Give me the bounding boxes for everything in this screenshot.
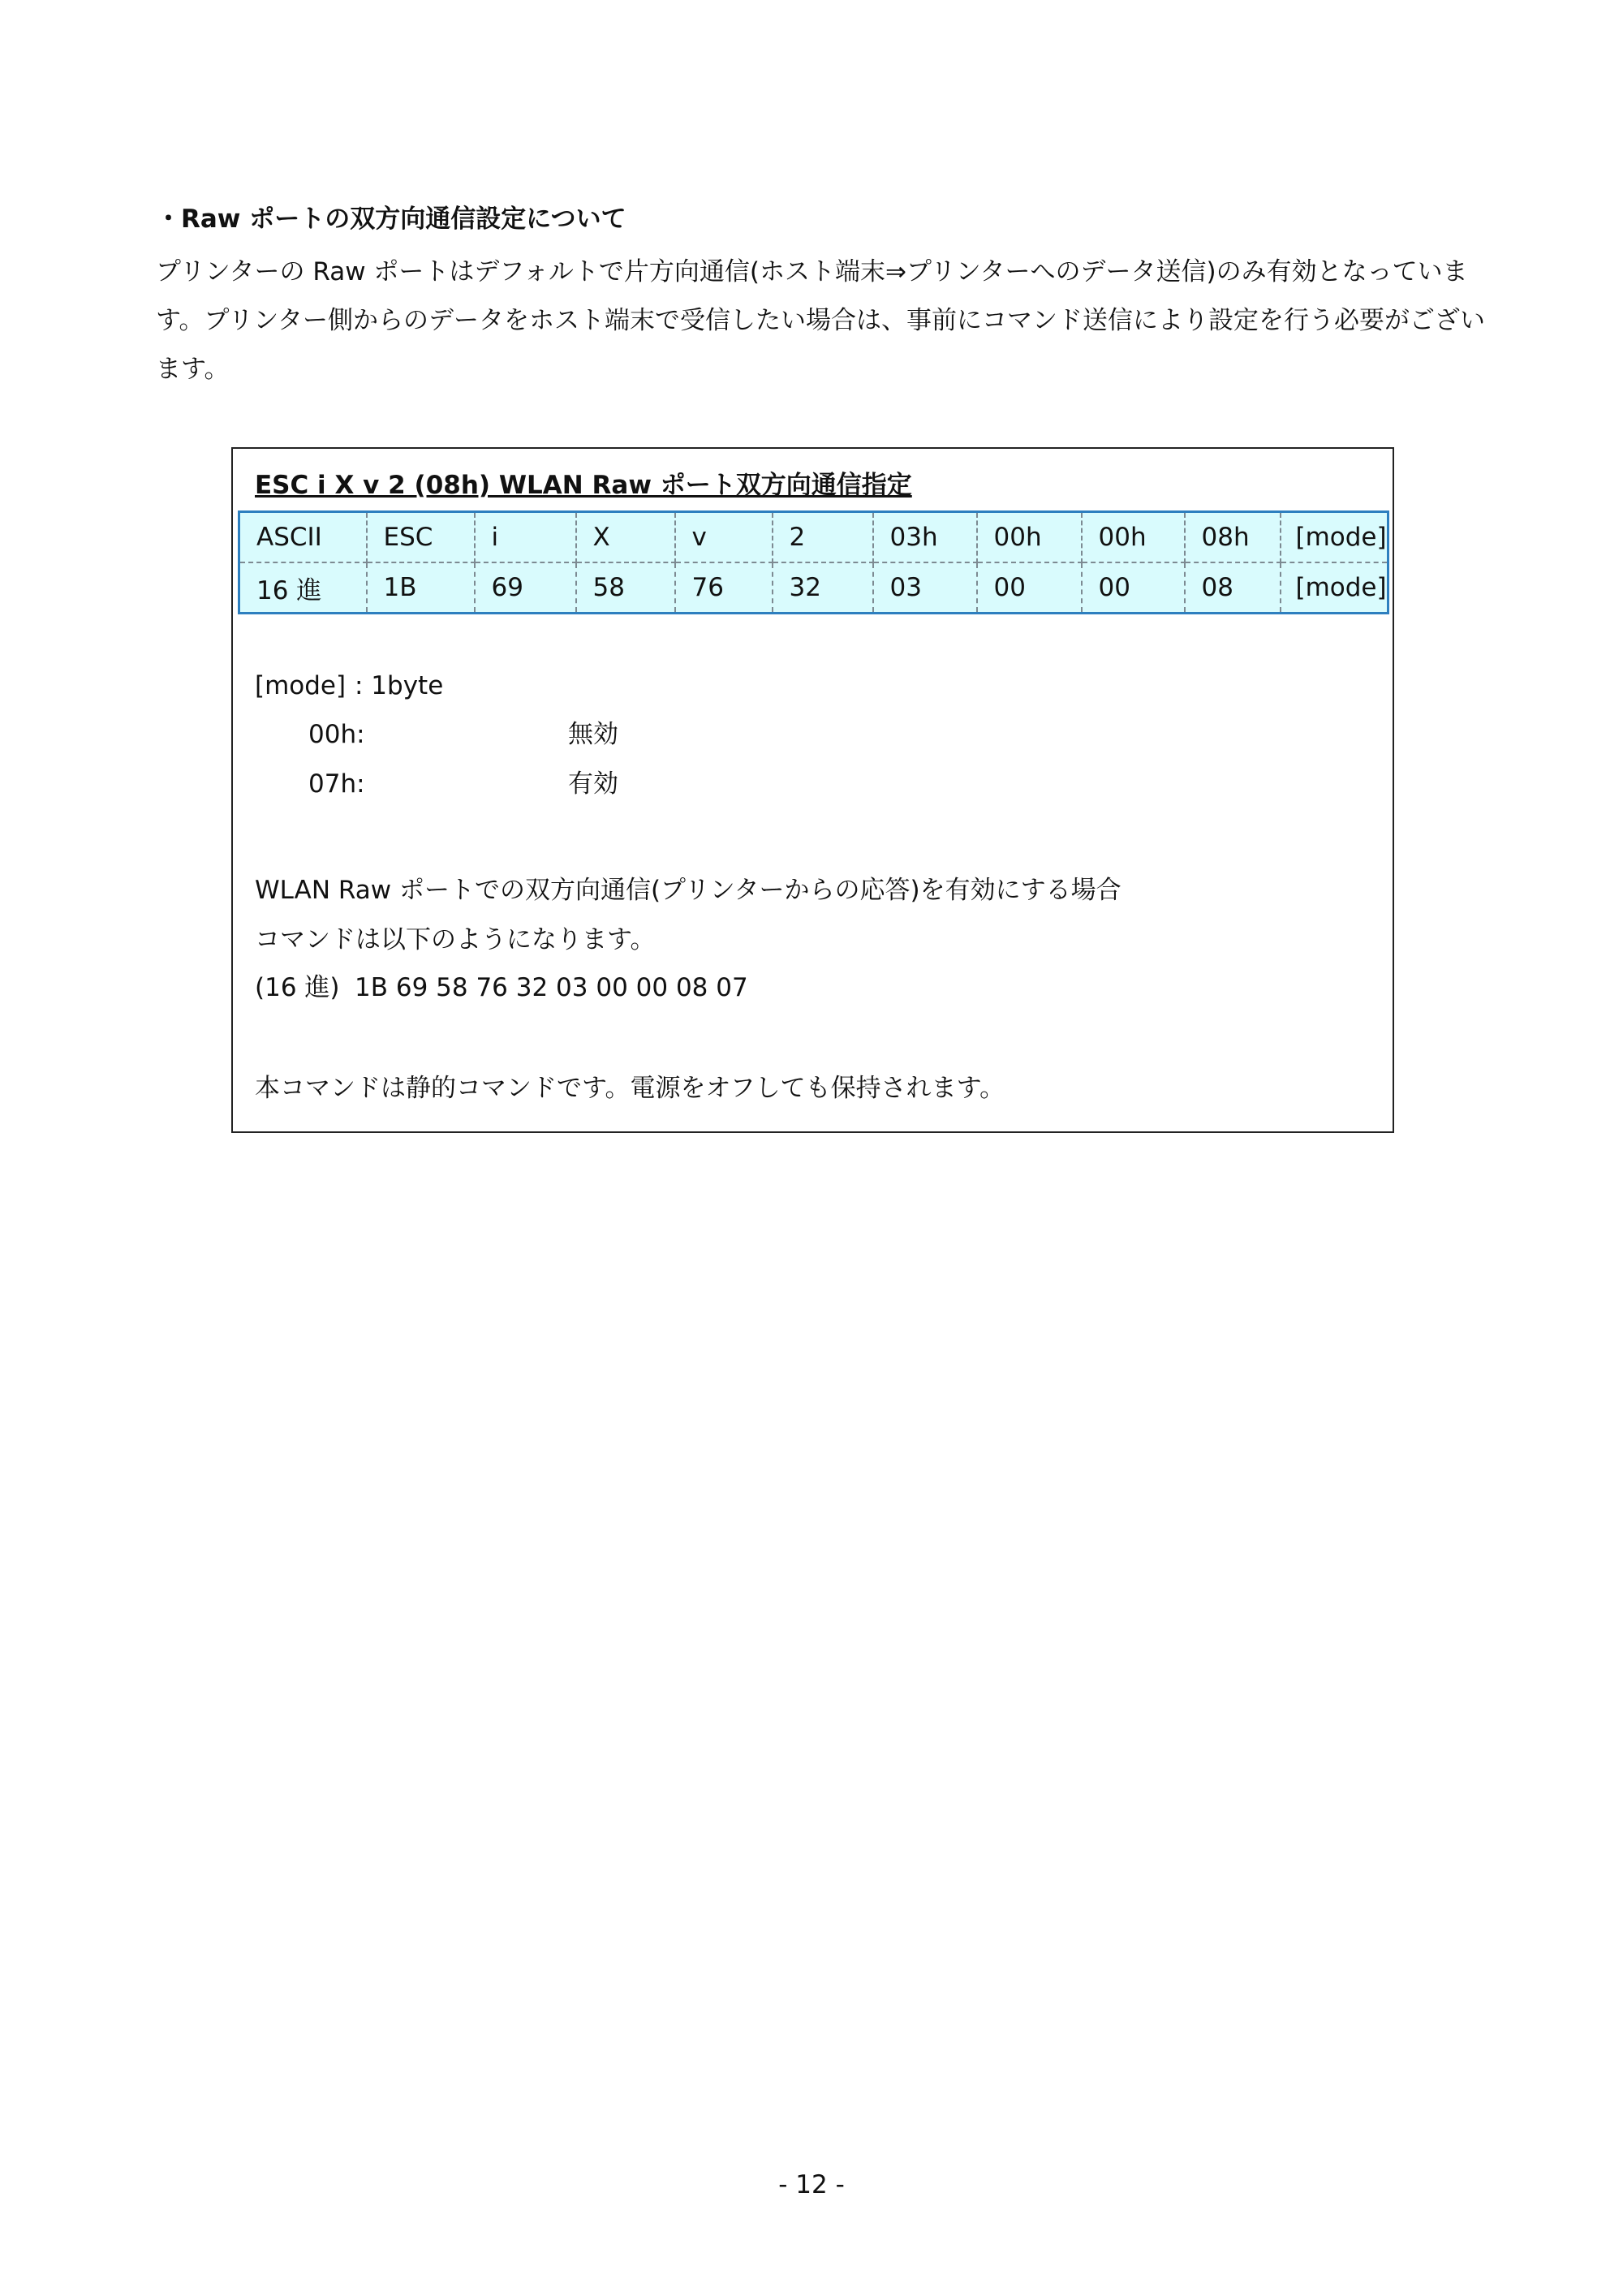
table-cell: [mode]: [1281, 512, 1388, 563]
example-line-1: WLAN Raw ポートでの双方向通信(プリンターからの応答)を有効にする場合: [255, 876, 1121, 905]
option-meaning: 有効: [568, 769, 618, 799]
table-cell: 2: [773, 512, 873, 563]
table-cell: 08: [1185, 562, 1281, 614]
table-cell: 00h: [977, 512, 1082, 563]
table-cell: [mode]: [1281, 562, 1388, 614]
table-cell: 03: [873, 562, 977, 614]
table-cell: X: [576, 512, 675, 563]
option-value: 00h:: [308, 720, 365, 749]
intro-paragraph: プリンターの Raw ポートはデフォルトで片方向通信(ホスト端末⇒プリンターへのデータ送信)のみ有効となっています。プリンター側からのデータをホスト端末で受信したい場合は、事前にコマンド送信により設定を行う必要がございます。: [156, 257, 1486, 384]
option-value: 07h:: [308, 769, 365, 799]
table-cell: i: [475, 512, 576, 563]
table-cell: 58: [576, 562, 675, 614]
param-name: [mode]: [255, 671, 347, 700]
command-table: [238, 510, 1389, 614]
example-hex-label: (16 進): [255, 973, 340, 1002]
option-meaning: 無効: [568, 720, 618, 749]
table-cell: 08h: [1185, 512, 1281, 563]
table-cell: 00: [1082, 562, 1185, 614]
table-cell: 69: [475, 562, 576, 614]
example-line-2: コマンドは以下のようになります。: [255, 925, 656, 954]
static-command-note: 本コマンドは静的コマンドです。電源をオフしても保持されます。: [255, 1074, 1005, 1103]
table-cell: 76: [675, 562, 773, 614]
table-cell: ASCII: [239, 512, 367, 563]
ascii-row: [239, 512, 1388, 563]
command-title: ESC i X v 2 (08h) WLAN Raw ポート双方向通信指定: [255, 471, 912, 500]
table-cell: 1B: [367, 562, 475, 614]
page-number: - 12 -: [778, 2170, 845, 2199]
table-cell: 00h: [1082, 512, 1185, 563]
hex-row: [239, 562, 1388, 614]
table-cell: 00: [977, 562, 1082, 614]
table-cell: v: [675, 512, 773, 563]
command-box: [231, 447, 1394, 1133]
section-heading: ・Raw ポートの双方向通信設定について: [156, 205, 626, 234]
param-size: : 1byte: [355, 671, 444, 700]
table-cell: 32: [773, 562, 873, 614]
example-hex-value: 1B 69 58 76 32 03 00 00 08 07: [355, 973, 748, 1002]
table-cell: 16 進: [239, 562, 367, 614]
table-cell: 03h: [873, 512, 977, 563]
table-cell: ESC: [367, 512, 475, 563]
